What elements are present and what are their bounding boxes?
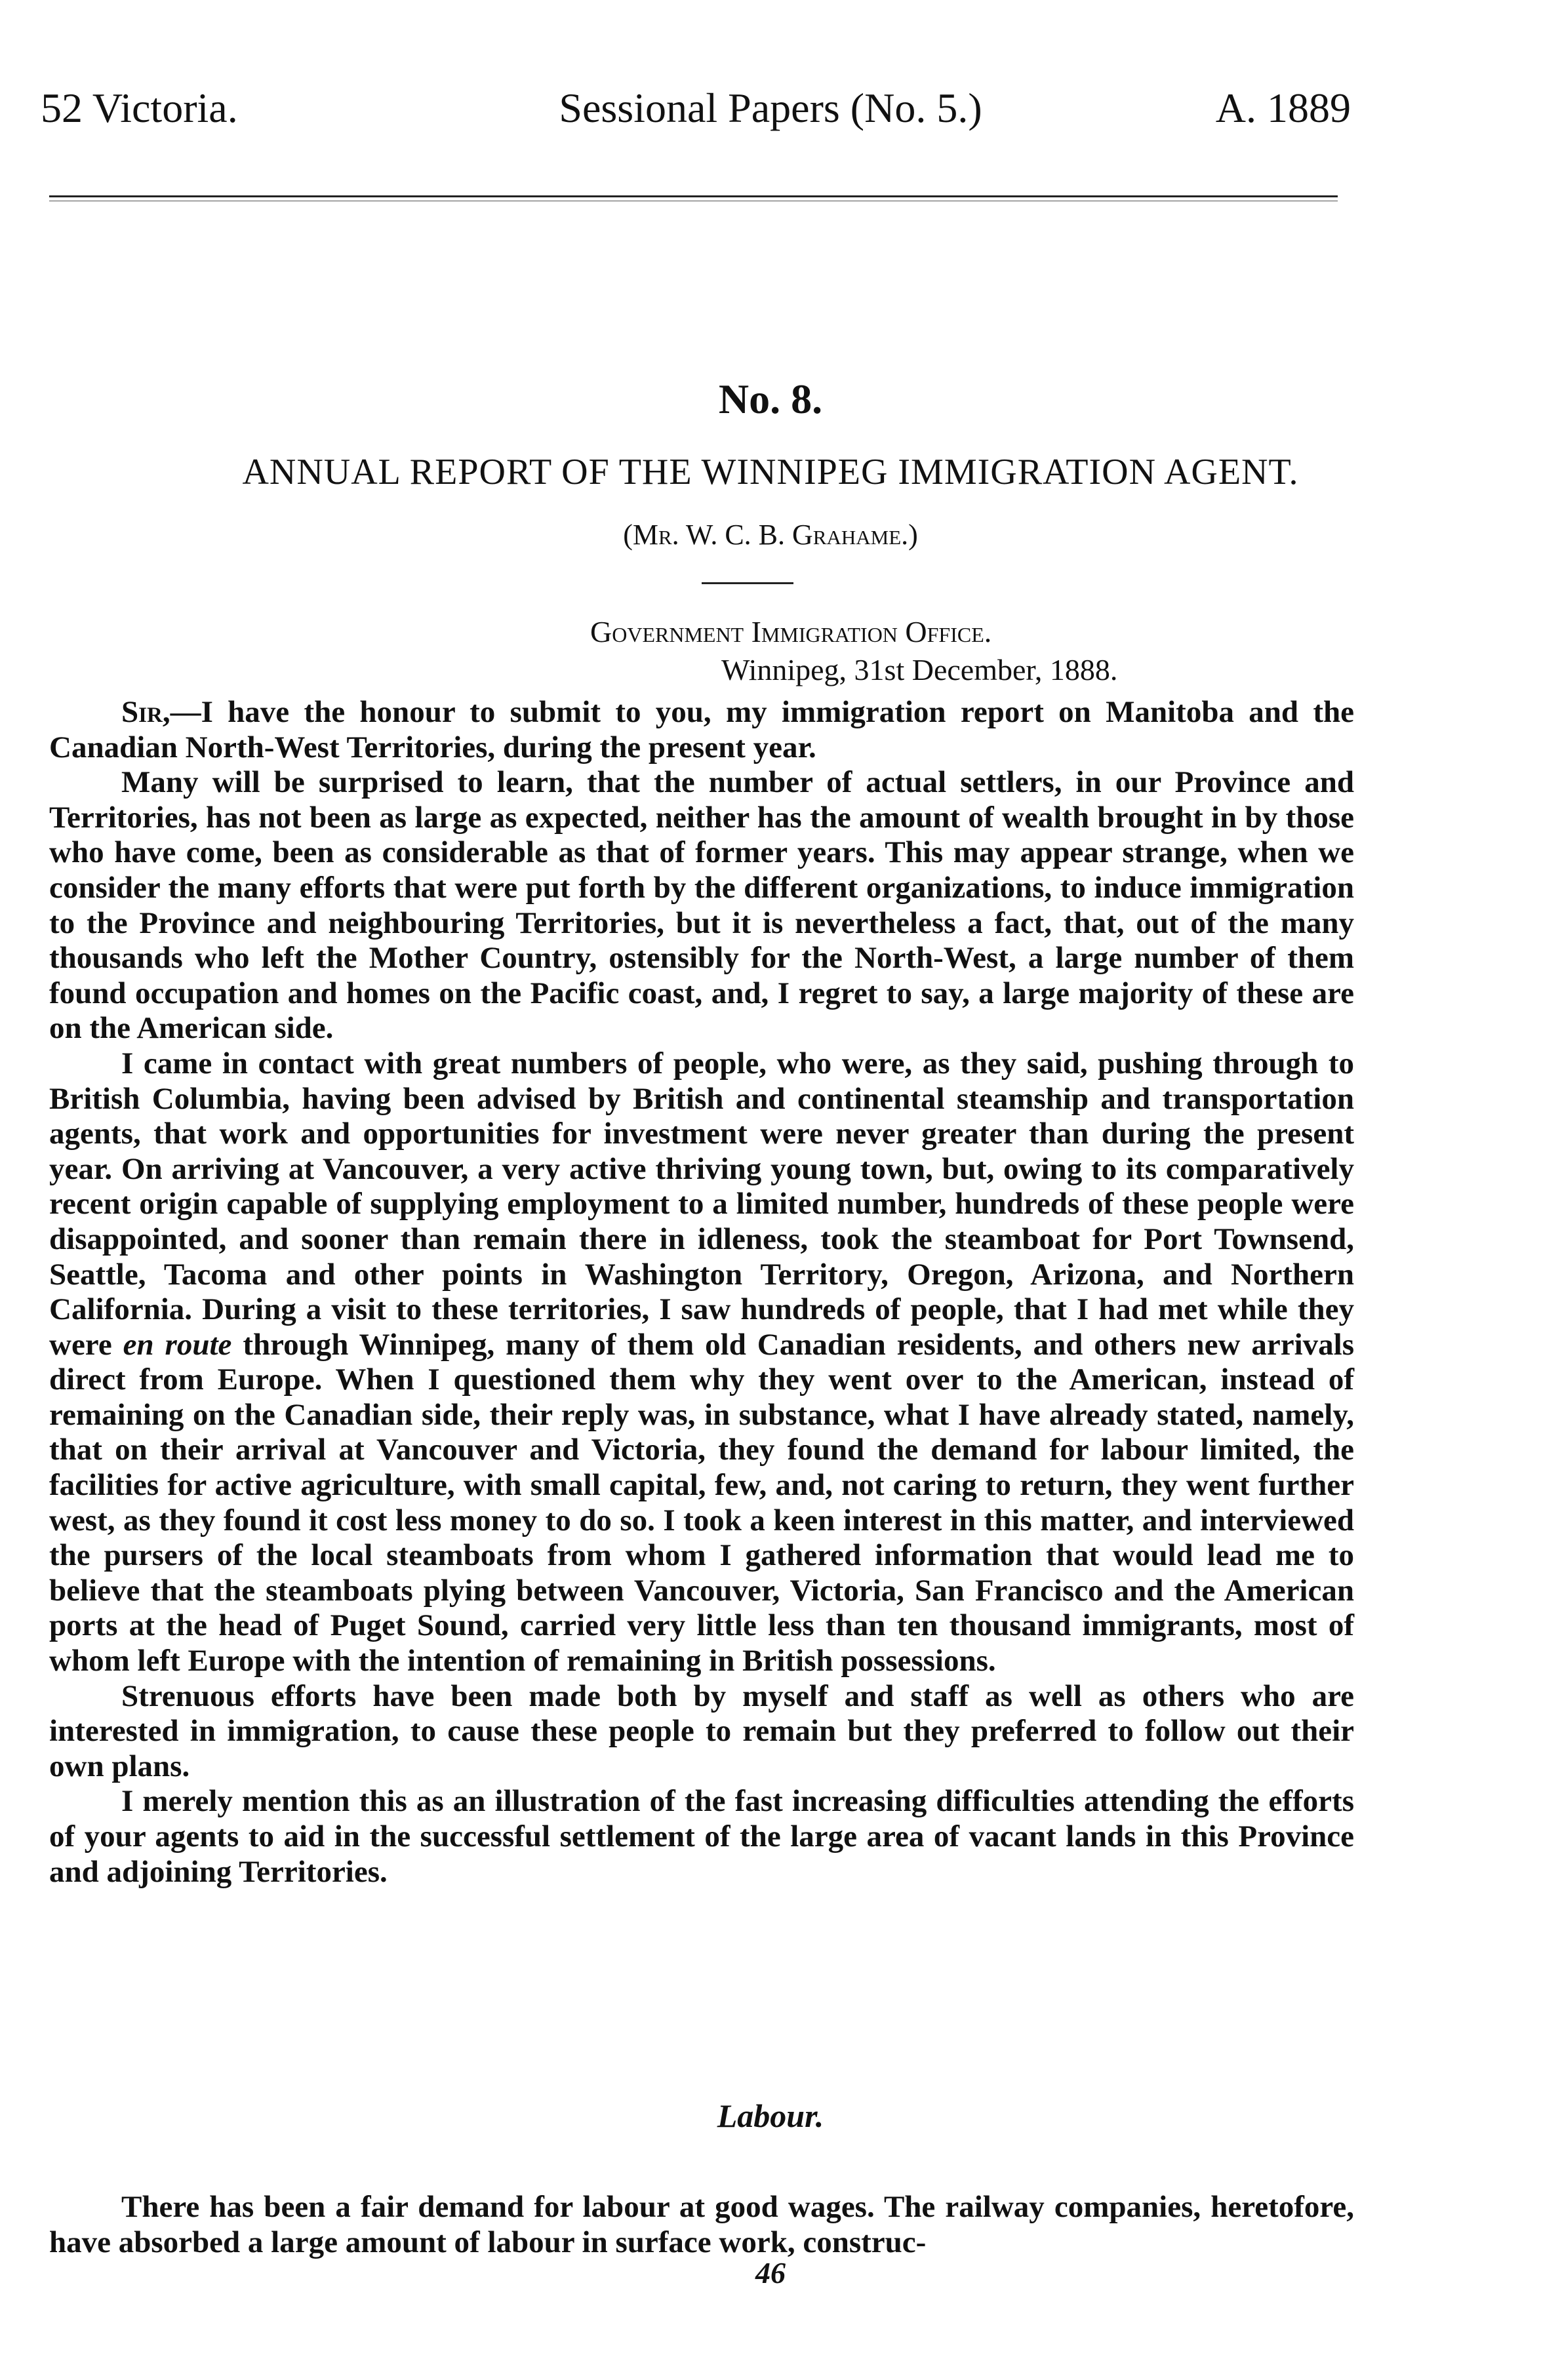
salutation: Sir, [121,695,170,729]
running-head [0,84,1541,143]
running-head-right: A. 1889 [1215,85,1351,131]
report-number: No. 8. [718,376,823,422]
title-divider [702,582,793,584]
paragraph-2: Many will be surprised to learn, that the number of actual settlers, in our Province and Territories, has not been as large as expected, neither has the amount of wealth brought in by those who have come, been as considerable as that of former years. This may appear strange, when we consider the many efforts that were put forth by the different organizations, to induce immigration to the Province and neighbouring Territories, but it is nevertheless a fact, that, out of the many thousands who left the Mother Country, ostensibly for the North-West, a large number of them found occupation and homes on the Pacific coast, and, I regret to say, a large majority of these are on the American side. [49,765,1354,1046]
report-body [49,695,1354,1890]
section-heading-labour: Labour. [717,2097,824,2134]
dateline-office: Government Immigration Office. [590,615,992,648]
dateline [590,613,1364,689]
running-head-center: Sessional Papers (No. 5.) [559,85,982,131]
paragraph-3-continued: through Winnipeg, many of them old Canadian residents, and others new arrivals direct from Europe. When I questioned them why they went over to the American, instead of remaining on the Canadian side, their reply was, in substance, what I have already stated, namely, that on their arrival at Vancouver and Victoria, they found the demand for labour limited, the facilities for active agriculture, with small capital, few, and, not caring to return, they went further west, as they found it cost less money to do so. I took a keen interest in this matter, and interviewed the pursers of the local steamboats from whom I gathered information that would lead me to believe that the steamboats plying between Vancouver, Victoria, San Francisco and the American ports at the head of Puget Sound, carried very little less than ten thousand immigrants, most of whom left Europe with the intention of remaining in British possessions. [49,1327,1355,1678]
report-title: ANNUAL REPORT OF THE WINNIPEG IMMIGRATION AGENT. [242,452,1299,492]
paragraph-5: I merely mention this as an illustration of the fast increasing difficulties attending the efforts of your agents to aid in the successful settlement of the large area of vacant lands in this Province and adjoining Territories. [49,1784,1354,1889]
page-number: 46 [755,2256,786,2290]
header-rule [49,195,1338,197]
paragraph-1 [49,695,1354,765]
labour-paragraph: There has been a fair demand for labour at good wages. The railway companies, heretofore, have absorbed a large amount of labour in surface work, construc- [49,2190,1354,2259]
paragraph-4: Strenuous efforts have been made both by myself and staff as well as others who are interested in immigration, to cause these people to remain but they preferred to follow out their own plans. [49,1678,1354,1783]
paragraph-3-start: I came in contact with great numbers of people, who were, as they said, pushing [121,1046,1203,1081]
dateline-place: Winnipeg, 31st December, 1888. [721,653,1118,686]
en-route-italic: en route [123,1327,232,1362]
paragraph-3 [49,1046,1354,1679]
paragraph-1-text: —I have the honour to submit to you, my immigration report on Manitoba and the Canadian North-West Territories, during the present year. [49,695,1354,764]
paragraph-3-text: through to British Columbia, having been advised by British and continental steamship and transportation agents, that work and opportunities for investment were never greater than during the present year. On arriving at Vancouver, a very active thriving young town, but, owing to its comparatively recent origin capable of supplying employment to a limited number, hundreds of these people were disappointed, and sooner than remain there in idleness, took the steamboat for Port Townsend, Seattle, Tacoma and other points in Washington Territory, Oregon, Arizona, and Northern California. During a visit to these territories, I saw hundreds of people, that I had met while they were [49,1046,1354,1362]
labour-section [49,2190,1354,2260]
running-head-left: 52 Victoria. [41,85,238,131]
report-author: (Mr. W. C. B. Grahame.) [623,519,918,551]
